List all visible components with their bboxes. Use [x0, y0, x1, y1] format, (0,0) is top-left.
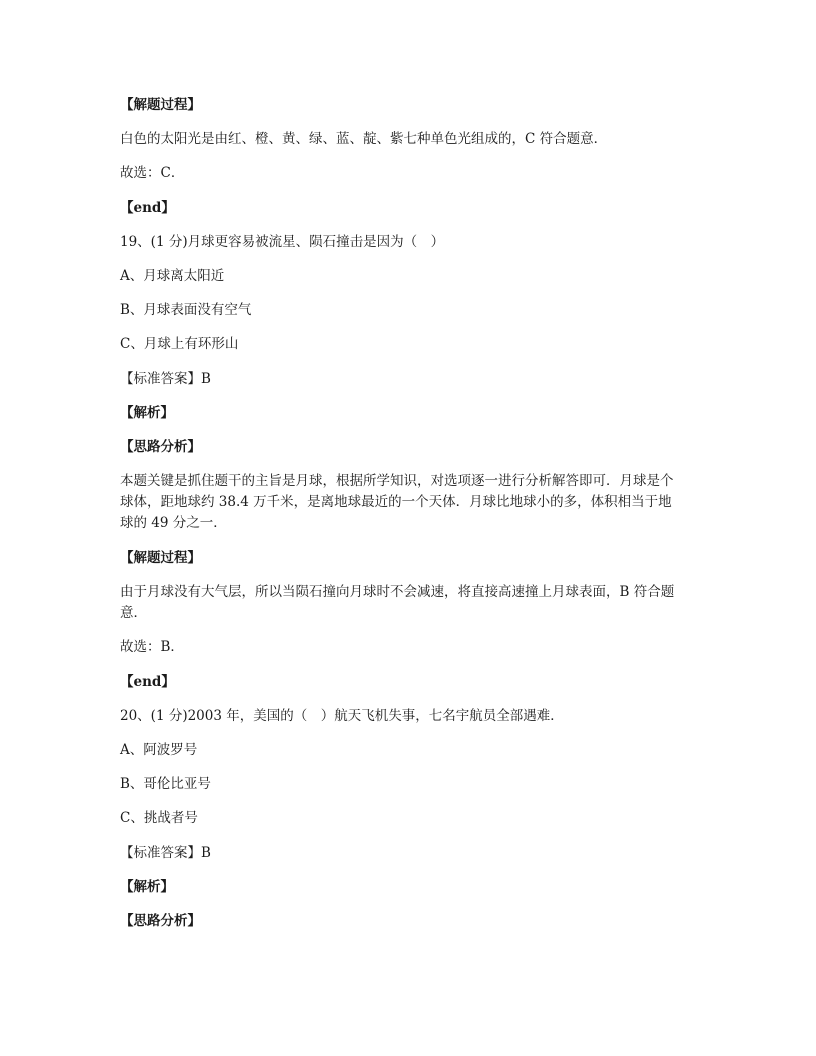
prev-solution-heading: 【解题过程】	[120, 97, 201, 113]
q19-solution-heading: 【解题过程】	[120, 550, 201, 566]
q19-thinking-line-1: 本题关键是抓住题干的主旨是月球，根据所学知识，对选项逐一进行分析解答即可．月球是个	[120, 473, 674, 489]
prev-end-marker: 【end】	[120, 200, 175, 216]
q19-thinking-line-3: 球的 49 分之一．	[120, 515, 227, 531]
prev-solution-text: 白色的太阳光是由红、橙、黄、绿、蓝、靛、紫七种单色光组成的，C 符合题意．	[120, 131, 608, 147]
q19-option-a: A、月球离太阳近	[120, 268, 225, 284]
prev-answer-choice: 故选：C．	[120, 165, 185, 181]
q20-thinking-heading: 【思路分析】	[120, 913, 201, 929]
q20-option-c: C、挑战者号	[120, 810, 198, 826]
q19-solution-paragraph	[120, 582, 700, 624]
q20-standard-answer: 【标准答案】B	[120, 845, 211, 861]
q19-thinking-heading: 【思路分析】	[120, 439, 201, 455]
q19-thinking-paragraph	[120, 471, 700, 534]
q19-stem: 19、(1 分)月球更容易被流星、陨石撞击是因为（ ）	[120, 234, 445, 250]
q19-answer-choice: 故选：B．	[120, 639, 184, 655]
q20-option-a: A、阿波罗号	[120, 742, 198, 758]
q19-option-b: B、月球表面没有空气	[120, 302, 252, 318]
q19-analysis-heading: 【解析】	[120, 405, 174, 421]
q19-solution-line-1: 由于月球没有大气层，所以当陨石撞向月球时不会减速，将直接高速撞上月球表面，B 符合题	[120, 584, 675, 600]
q19-standard-answer: 【标准答案】B	[120, 371, 211, 387]
q19-end-marker: 【end】	[120, 674, 175, 690]
q19-option-c: C、月球上有环形山	[120, 336, 239, 352]
q19-solution-line-2: 意．	[120, 605, 147, 621]
q19-thinking-line-2: 球体，距地球约 38.4 万千米，是离地球最近的一个天体．月球比地球小的多，体积相当于地	[120, 494, 672, 510]
q20-analysis-heading: 【解析】	[120, 879, 174, 895]
q20-stem: 20、(1 分)2003 年，美国的（ ）航天飞机失事，七名宇航员全部遇难．	[120, 708, 564, 724]
q20-option-b: B、哥伦比亚号	[120, 776, 211, 792]
